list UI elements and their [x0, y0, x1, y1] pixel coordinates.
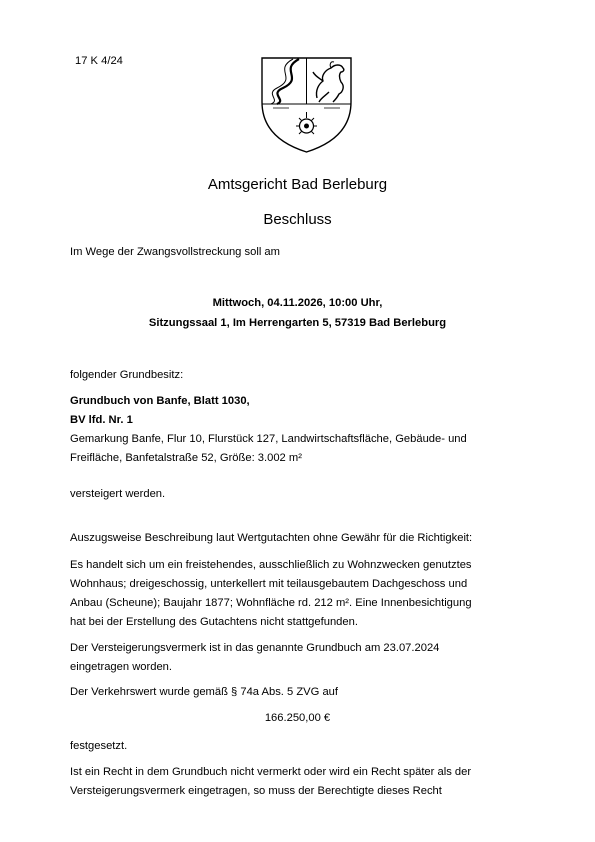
property-intro: folgender Grundbesitz: — [70, 369, 184, 381]
note-line: Der Versteigerungsvermerk ist in das genannte Grundbuch am 23.07.2024 — [70, 642, 440, 654]
rights-line: Versteigerungsvermerk eingetragen, so muss der Berechtigte dieses Recht — [70, 785, 442, 797]
property-register: Grundbuch von Banfe, Blatt 1030, — [70, 395, 250, 407]
property-line: Gemarkung Banfe, Flur 10, Flurstück 127, Landwirtschaftsfläche, Gebäude- und — [70, 433, 467, 445]
location: Sitzungssaal 1, Im Herrengarten 5, 57319 Bad Berleburg — [148, 317, 447, 329]
description-line: Anbau (Scheune); Baujahr 1877; Wohnfläche rd. 212 m². Eine Innenbesichtigung — [70, 597, 472, 609]
description-line: Wohnhaus; dreigeschossig, unterkellert mit teilausgebautem Dachgeschoss und — [70, 578, 468, 590]
property-line: Freifläche, Banfetalstraße 52, Größe: 3.002 m² — [70, 452, 302, 464]
case-number: 17 K 4/24 — [75, 55, 123, 67]
description-line: hat bei der Erstellung des Gutachtens nicht stattgefunden. — [70, 616, 358, 628]
auctioned-text: versteigert werden. — [70, 488, 166, 500]
fixed-text: festgesetzt. — [70, 740, 128, 752]
property-entry: BV lfd. Nr. 1 — [70, 414, 133, 426]
note-line: eingetragen worden. — [70, 661, 173, 673]
intro-text: Im Wege der Zwangsvollstreckung soll am — [70, 246, 280, 258]
coat-of-arms-emblem — [259, 52, 354, 154]
market-value: 166.250,00 € — [264, 712, 331, 724]
court-name: Amtsgericht Bad Berleburg — [207, 176, 388, 193]
rights-line: Ist ein Recht in dem Grundbuch nicht vermerkt oder wird ein Recht später als der — [70, 766, 472, 778]
document-title: Beschluss — [263, 211, 332, 228]
description-intro: Auszugsweise Beschreibung laut Wertgutachten ohne Gewähr für die Richtigkeit: — [70, 532, 473, 544]
description-line: Es handelt sich um ein freistehendes, ausschließlich zu Wohnzwecken genutztes — [70, 559, 472, 571]
value-intro: Der Verkehrswert wurde gemäß § 74a Abs. 5 ZVG auf — [70, 686, 339, 698]
date-time: Mittwoch, 04.11.2026, 10:00 Uhr, — [212, 297, 383, 309]
